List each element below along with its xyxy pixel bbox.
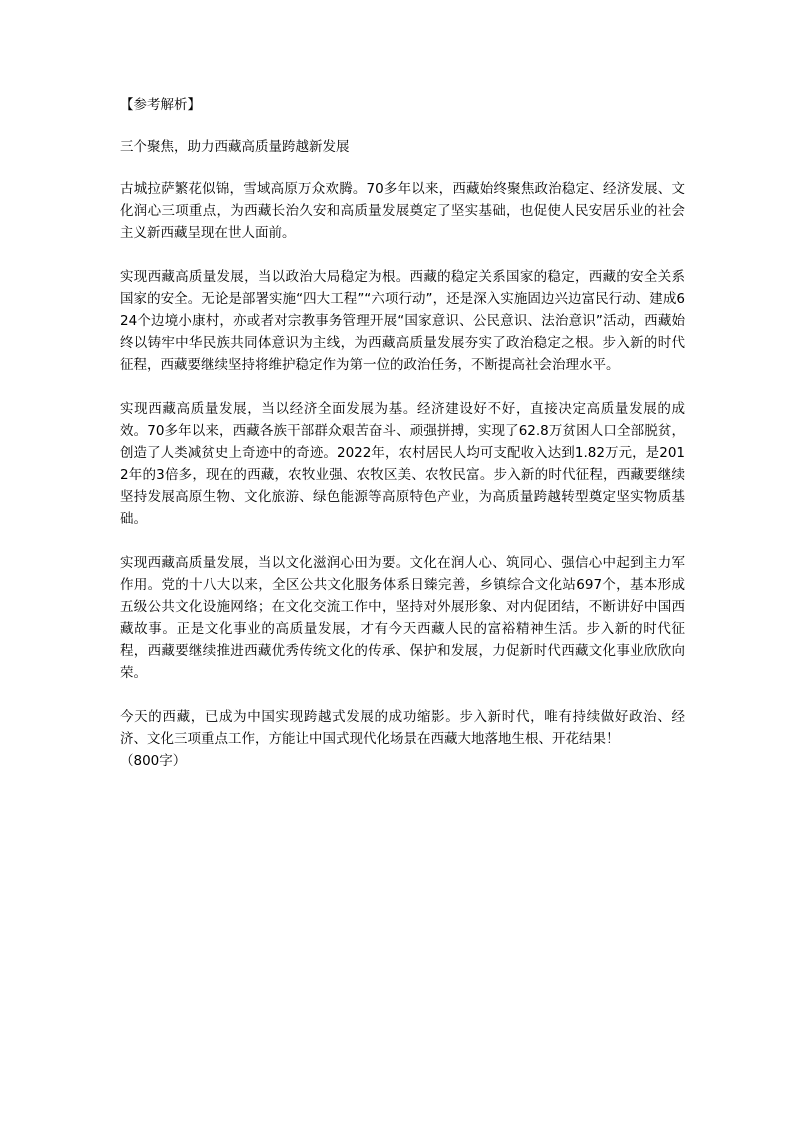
paragraph-culture: 实现西藏高质量发展，当以文化滋润心田为要。文化在润人心、筑同心、强信心中起到主力军作用。党的十八大以来，全区公共文化服务体系日臻完善，乡镇综合文化站697个，基本形成五级公共文化设施网络；在文化交流工作中，坚持对外展形象、对内促团结，不断讲好中国西藏故事。正是文化事业的高质量发展，才有今天西藏人民的富裕精神生活。步入新的时代征程，西藏要继续推进西藏优秀传统文化的传承、保护和发展，力促新时代西藏文化事业欣欣向荣。 [120,555,685,681]
essay-title: 三个聚焦，助力西藏高质量跨越新发展 [120,139,350,155]
word-count: （800字） [120,753,187,769]
paragraph-intro: 古城拉萨繁花似锦，雪域高原万众欢腾。70多年以来，西藏始终聚焦政治稳定、经济发展、文化润心三项重点，为西藏长治久安和高质量发展奠定了坚实基础，也促使人民安居乐业的社会主义新西藏呈现在世人面前。 [120,181,685,241]
document-page [120,94,685,772]
paragraph-politics: 实现西藏高质量发展，当以政治大局稳定为根。西藏的稳定关系国家的稳定，西藏的安全关系国家的安全。无论是部署实施“四大工程”“六项行动”，还是深入实施固边兴边富民行动、建成624个边境小康村，亦或者对宗教事务管理开展“国家意识、公民意识、法治意识”活动，西藏始终以铸牢中华民族共同体意识为主线，为西藏高质量发展夯实了政治稳定之根。步入新的时代征程，西藏要继续坚持将维护稳定作为第一位的政治任务，不断提高社会治理水平。 [120,269,685,373]
section-heading: 【参考解析】 [120,97,201,113]
paragraph-conclusion: 今天的西藏，已成为中国实现跨越式发展的成功缩影。步入新时代，唯有持续做好政治、经济、文化三项重点工作，方能让中国式现代化场景在西藏大地落地生根、开花结果！ [120,709,685,747]
paragraph-economy: 实现西藏高质量发展，当以经济全面发展为基。经济建设好不好，直接决定高质量发展的成效。70多年以来，西藏各族干部群众艰苦奋斗、顽强拼搏，实现了62.8万贫困人口全部脱贫，创造了人类减贫史上奇迹中的奇迹。2022年，农村居民人均可支配收入达到1.82万元，是2012年的3倍多，现在的西藏，农牧业强、农牧区美、农牧民富。步入新的时代征程，西藏要继续坚持发展高原生物、文化旅游、绿色能源等高原特色产业，为高质量跨越转型奠定坚实物质基础。 [120,401,685,527]
